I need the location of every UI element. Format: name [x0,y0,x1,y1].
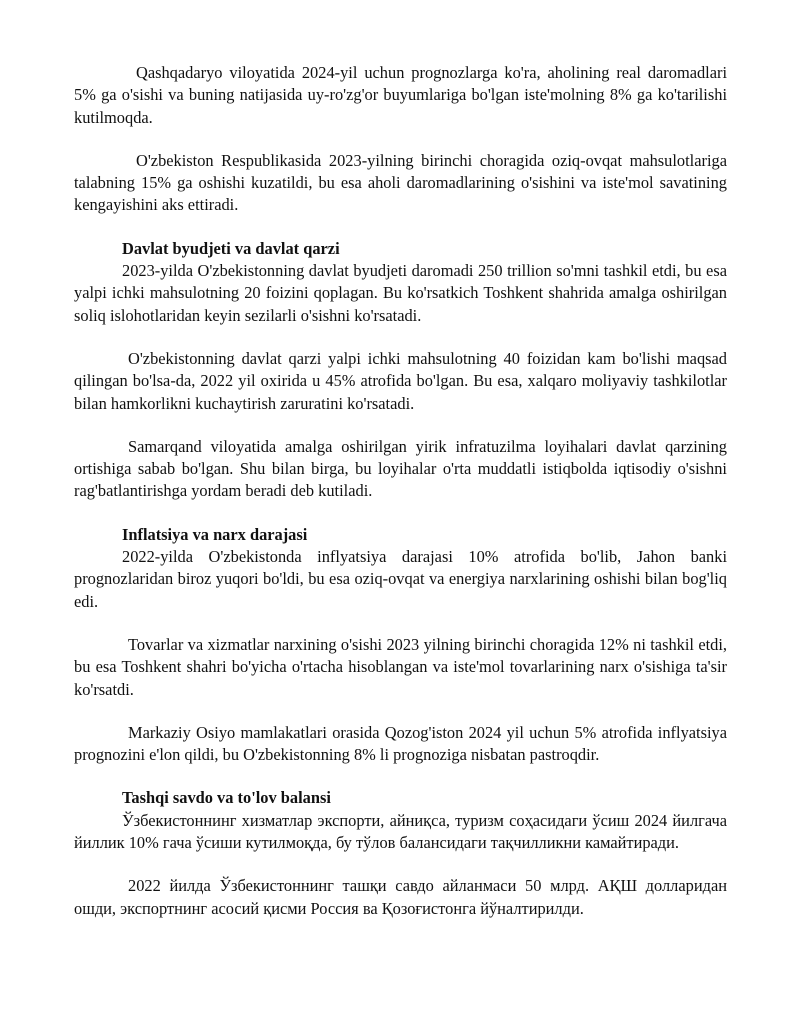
section-trade [74,787,727,919]
paragraph: Ўзбекистоннинг хизматлар экспорти, айниқса, туризм соҳасидаги ўсиш 2024 йилгача йиллик 10% гача ўсиши кутилмоқда, бу тўлов балансидаги тақчилликни камайтиради. [74,810,727,853]
document-page [74,62,727,941]
section-heading: Davlat byudjeti va davlat qarzi [122,238,340,258]
paragraph: 2022 йилда Ўзбекистоннинг ташқи савдо айланмаси 50 млрд. АҚШ долларидан ошди, экспортнинг асосий қисми Россия ва Қозоғистонга йўналтирилди. [74,876,727,918]
section-heading: Tashqi savdo va to'lov balansi [122,788,331,808]
paragraph: O'zbekistonning davlat qarzi yalpi ichki mahsulotning 40 foizidan kam bo'lishi maqsad qilingan bo'lsa-da, 2022 yil oxirida u 45% atrofida bo'lgan. Bu esa, xalqaro moliyaviy tashkilotlar bilan hamkorlikni kuchaytirish zaruratini ko'rsatadi. [74,348,727,413]
paragraph-intro-2: O'zbekiston Respublikasida 2023-yilning birinchi choragida oziq-ovqat mahsulotlariga talabning 15% ga oshishi kuzatildi, bu esa aholi daromadlarining o'sishini va iste'mol savatining kengayishini aks ettiradi. [74,150,727,215]
section-heading: Inflatsiya va narx darajasi [122,524,308,544]
paragraph: 2023-yilda O'zbekistonning davlat byudjeti daromadi 250 trillion so'mni tashkil etdi, bu esa yalpi ichki mahsulotning 20 foizini qoplagan. Bu ko'rsatkich Toshkent shahrida amalga oshirilgan soliq islohotlaridan keyin sezilarli o'sishni ko'rsatadi. [74,261,727,325]
section-budget [74,238,727,503]
paragraph: Markaziy Osiyo mamlakatlari orasida Qozog'iston 2024 yil uchun 5% atrofida inflyatsiya prognozini e'lon qildi, bu O'zbekistonning 8% li prognoziga nisbatan pastroqdir. [74,722,727,765]
paragraph: Tovarlar va xizmatlar narxining o'sishi 2023 yilning birinchi choragida 12% ni tashkil etdi, bu esa Toshkent shahri bo'yicha o'rtacha hisoblangan va iste'mol tovarlarining narx o'sishiga ta'sir ko'rsatdi. [74,634,727,699]
paragraph: 2022-yilda O'zbekistonda inflyatsiya darajasi 10% atrofida bo'lib, Jahon banki prognozlaridan biroz yuqori bo'ldi, bu esa oziq-ovqat va energiya narxlarining oshishi bilan bog'liq edi. [74,547,727,611]
paragraph: Samarqand viloyatida amalga oshirilgan yirik infratuzilma loyihalari davlat qarzining ortishiga sabab bo'lgan. Shu bilan birga, bu loyihalar o'rta muddatli istiqbolda iqtisodiy o'sishni rag'batlantirishga yordam beradi deb kutiladi. [74,436,727,501]
section-inflation [74,524,727,767]
paragraph-intro-1: Qashqadaryo viloyatida 2024-yil uchun prognozlarga ko'ra, aholining real daromadlari 5% ga o'sishi va buning natijasida uy-ro'zg'or buyumlariga bo'lgan iste'molning 8% ga ko'tarilishi kutilmoqda. [74,63,727,127]
